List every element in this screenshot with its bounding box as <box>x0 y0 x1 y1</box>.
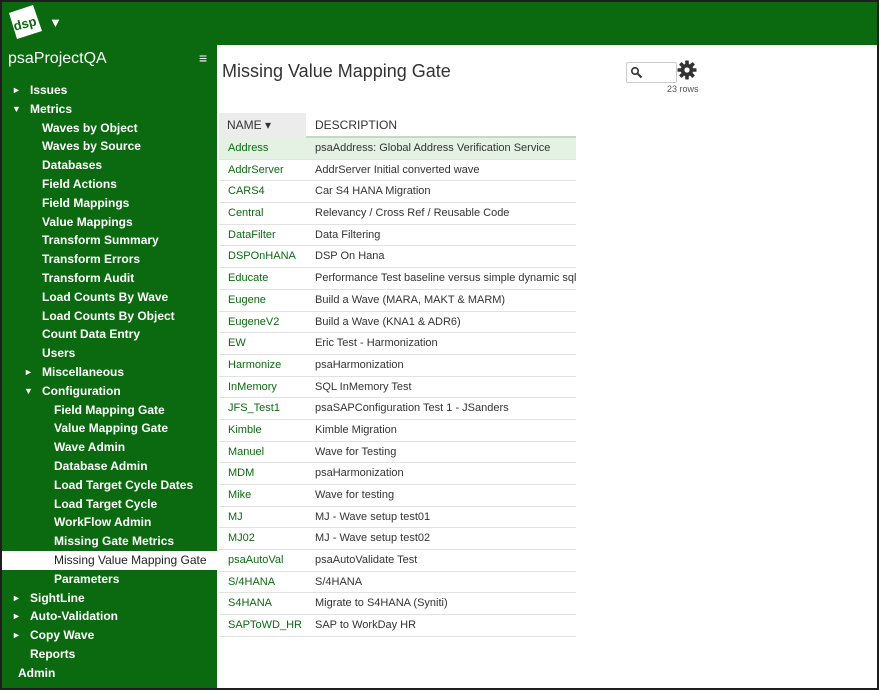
caret-right-icon[interactable]: ► <box>24 366 33 377</box>
wave-name-link[interactable]: MJ <box>228 510 243 523</box>
sidebar-item[interactable] <box>2 100 217 119</box>
wave-description: Build a Wave (KNA1 & ADR6) <box>315 315 461 328</box>
sidebar-item[interactable] <box>2 626 217 645</box>
sidebar-item-label: Load Target Cycle <box>54 496 158 511</box>
sidebar-item-label: Field Actions <box>42 176 117 191</box>
table-row[interactable] <box>219 138 576 160</box>
sidebar-item-label: Value Mappings <box>42 214 133 229</box>
sidebar-item[interactable] <box>2 194 217 213</box>
sidebar-item-label: Load Counts By Object <box>42 308 175 323</box>
wave-name-link[interactable]: DSPOnHANA <box>228 250 296 263</box>
sidebar-item[interactable] <box>2 175 217 194</box>
wave-name-link[interactable]: MDM <box>228 467 255 480</box>
table-body <box>219 138 576 637</box>
table-row[interactable] <box>219 420 576 442</box>
rows-count: 23 rows <box>667 84 699 94</box>
sidebar-item[interactable] <box>2 307 217 326</box>
wave-description: psaHarmonization <box>315 467 404 480</box>
wave-name-link[interactable]: AddrServer <box>228 163 284 176</box>
wave-name-link[interactable]: Manuel <box>228 445 265 458</box>
column-header-description[interactable]: DESCRIPTION <box>315 118 398 132</box>
table-row[interactable] <box>219 593 576 615</box>
sidebar-item-label: Reports <box>30 646 76 661</box>
sidebar-item-label: Field Mapping Gate <box>54 402 165 417</box>
sidebar-item-label: Field Mappings <box>42 195 130 210</box>
project-name: psaProjectQA <box>8 50 107 67</box>
main-content <box>217 45 877 690</box>
table-row[interactable] <box>219 268 576 290</box>
table-row[interactable] <box>219 290 576 312</box>
wave-name-link[interactable]: S/4HANA <box>228 575 276 588</box>
caret-right-icon[interactable]: ► <box>12 630 21 641</box>
wave-description: Kimble Migration <box>315 423 397 436</box>
sidebar-item-label: Parameters <box>54 571 120 586</box>
sidebar-item-label: Auto-Validation <box>30 609 118 624</box>
sidebar-item-label: Miscellaneous <box>42 364 125 379</box>
wave-description: MJ - Wave setup test02 <box>315 532 431 545</box>
sidebar-item[interactable] <box>2 551 217 570</box>
wave-name-link[interactable]: InMemory <box>228 380 277 393</box>
sidebar-item-label: Issues <box>30 83 68 97</box>
app-dropdown-icon[interactable]: ▼ <box>49 15 62 30</box>
wave-name-link[interactable]: Mike <box>228 489 252 501</box>
sidebar-item-label: Transform Errors <box>42 252 141 267</box>
sidebar-item[interactable] <box>2 438 217 457</box>
caret-down-icon[interactable]: ▼ <box>12 103 21 114</box>
sidebar-item-label: Waves by Object <box>42 120 138 135</box>
sidebar-item-label: Count Data Entry <box>42 327 141 342</box>
wave-description: Relevancy / Cross Ref / Reusable Code <box>315 207 510 220</box>
column-header-name[interactable]: NAME ▾ <box>219 113 306 138</box>
sidebar-item[interactable] <box>2 137 217 156</box>
caret-right-icon[interactable]: ► <box>12 592 21 603</box>
sidebar-item[interactable] <box>2 476 217 495</box>
sidebar-item-label: Database Admin <box>54 458 148 473</box>
sidebar-item-label: Databases <box>42 158 103 173</box>
sidebar-item[interactable] <box>2 513 217 532</box>
caret-right-icon[interactable]: ► <box>12 85 21 95</box>
sidebar-item[interactable] <box>2 231 217 250</box>
sidebar-item[interactable] <box>2 344 217 363</box>
caret-right-icon[interactable]: ► <box>12 611 21 622</box>
wave-description: psaAddress: Global Address Verification Service <box>315 142 551 154</box>
search-input[interactable] <box>626 62 677 83</box>
sidebar-item-label: Admin <box>18 665 56 680</box>
sidebar-item[interactable] <box>2 288 217 307</box>
wave-name-link[interactable]: JFS_Test1 <box>228 402 280 415</box>
wave-description: psaHarmonization <box>315 358 404 371</box>
wave-description: Data Filtering <box>315 228 381 241</box>
table-row[interactable] <box>219 181 576 203</box>
page-title: Missing Value Mapping Gate <box>222 61 451 81</box>
wave-name-link[interactable]: MJ02 <box>228 532 255 545</box>
sidebar-item[interactable] <box>2 250 217 269</box>
sidebar-item[interactable] <box>2 589 217 608</box>
table-row[interactable] <box>219 485 576 507</box>
table-row[interactable] <box>219 550 576 572</box>
table-row[interactable] <box>219 225 576 247</box>
wave-description: DSP On Hana <box>315 250 385 263</box>
table-row[interactable] <box>219 160 576 182</box>
wave-name-link[interactable]: Harmonize <box>228 358 282 371</box>
sidebar-item[interactable] <box>2 119 217 138</box>
sidebar <box>2 45 217 690</box>
wave-description: S/4HANA <box>315 575 363 588</box>
table-row[interactable] <box>219 246 576 268</box>
sidebar-item-label: Load Target Cycle Dates <box>54 477 194 492</box>
wave-description: SQL InMemory Test <box>315 380 412 393</box>
wave-name-link[interactable]: Educate <box>228 272 269 285</box>
sidebar-item-label: Transform Summary <box>42 233 159 248</box>
table-row[interactable] <box>219 507 576 529</box>
table-row[interactable] <box>219 442 576 464</box>
sidebar-item[interactable] <box>2 382 217 401</box>
wave-name-link[interactable]: Address <box>228 142 269 154</box>
sidebar-item-label: SightLine <box>30 590 85 605</box>
caret-down-icon[interactable]: ▼ <box>24 385 33 396</box>
sidebar-item-label: Load Counts By Wave <box>42 289 169 304</box>
wave-description: SAP to WorkDay HR <box>315 619 417 632</box>
sidebar-item[interactable] <box>2 495 217 514</box>
sidebar-item[interactable] <box>2 607 217 626</box>
table-row[interactable] <box>219 377 576 399</box>
sidebar-item[interactable] <box>2 213 217 232</box>
sidebar-item-label: Missing Gate Metrics <box>54 534 175 549</box>
sidebar-item-label: Missing Value Mapping Gate <box>54 552 207 567</box>
sidebar-item[interactable] <box>2 645 217 664</box>
sidebar-item[interactable] <box>2 363 217 382</box>
wave-description: psaSAPConfiguration Test 1 - JSanders <box>315 402 509 415</box>
sidebar-item-label: Users <box>42 346 76 361</box>
table-row[interactable] <box>219 398 576 420</box>
gear-icon[interactable] <box>677 60 697 80</box>
sidebar-item-label: Metrics <box>30 101 73 116</box>
search-icon <box>630 66 644 80</box>
sidebar-item[interactable] <box>2 457 217 476</box>
wave-name-link[interactable]: EugeneV2 <box>228 315 280 328</box>
wave-name-link[interactable]: psaAutoVal <box>228 554 284 567</box>
sidebar-item[interactable] <box>2 401 217 420</box>
sidebar-item[interactable] <box>2 81 217 100</box>
sidebar-item[interactable] <box>2 664 217 683</box>
menu-icon[interactable]: ≡ <box>199 50 208 66</box>
wave-name-link[interactable]: SAPToWD_HR <box>228 619 302 632</box>
wave-name-link[interactable]: Kimble <box>228 423 262 436</box>
wave-name-link[interactable]: Eugene <box>228 293 266 306</box>
wave-description: Performance Test baseline versus simple dynamic sql <box>315 272 577 285</box>
wave-description: Car S4 HANA Migration <box>315 185 431 198</box>
wave-name-link[interactable]: EW <box>228 337 246 350</box>
wave-name-link[interactable]: S4HANA <box>228 597 273 610</box>
table-row[interactable] <box>219 528 576 550</box>
table-row[interactable] <box>219 572 576 594</box>
top-bar <box>2 2 877 45</box>
wave-description: MJ - Wave setup test01 <box>315 510 431 523</box>
sidebar-item[interactable] <box>2 269 217 288</box>
wave-name-link[interactable]: Central <box>228 207 264 220</box>
table-row[interactable] <box>219 333 576 355</box>
wave-description: AddrServer Initial converted wave <box>315 163 480 176</box>
sidebar-item[interactable] <box>2 419 217 438</box>
sidebar-item-label: Waves by Source <box>42 139 141 154</box>
table-row[interactable] <box>219 615 576 637</box>
wave-description: Wave for testing <box>315 489 395 501</box>
table-row[interactable] <box>219 203 576 225</box>
sidebar-item[interactable] <box>2 325 217 344</box>
sidebar-item-label: Configuration <box>42 383 121 398</box>
wave-description: psaAutoValidate Test <box>315 554 418 567</box>
wave-name-link[interactable]: CARS4 <box>228 185 265 198</box>
sidebar-item-label: WorkFlow Admin <box>54 515 152 530</box>
sidebar-item-label: Wave Admin <box>54 440 126 455</box>
wave-description: Migrate to S4HANA (Syniti) <box>315 597 448 610</box>
sidebar-nav <box>2 81 217 683</box>
wave-description: Build a Wave (MARA, MAKT & MARM) <box>315 293 506 306</box>
table-header <box>219 113 576 138</box>
wave-description: Eric Test - Harmonization <box>315 337 438 350</box>
sidebar-item[interactable] <box>2 156 217 175</box>
mapping-table <box>219 113 576 637</box>
sidebar-item-label: Copy Wave <box>30 628 95 643</box>
sidebar-item-label: Transform Audit <box>42 270 135 285</box>
table-row[interactable] <box>219 312 576 334</box>
wave-name-link[interactable]: DataFilter <box>228 228 276 241</box>
table-row[interactable] <box>219 355 576 377</box>
sidebar-item-label: Value Mapping Gate <box>54 421 169 436</box>
logo-text: dsp <box>11 13 38 34</box>
dsp-logo[interactable] <box>9 5 42 39</box>
table-row[interactable] <box>219 463 576 485</box>
sidebar-item[interactable] <box>2 570 217 589</box>
wave-description: Wave for Testing <box>315 445 397 458</box>
sidebar-item[interactable] <box>2 532 217 551</box>
